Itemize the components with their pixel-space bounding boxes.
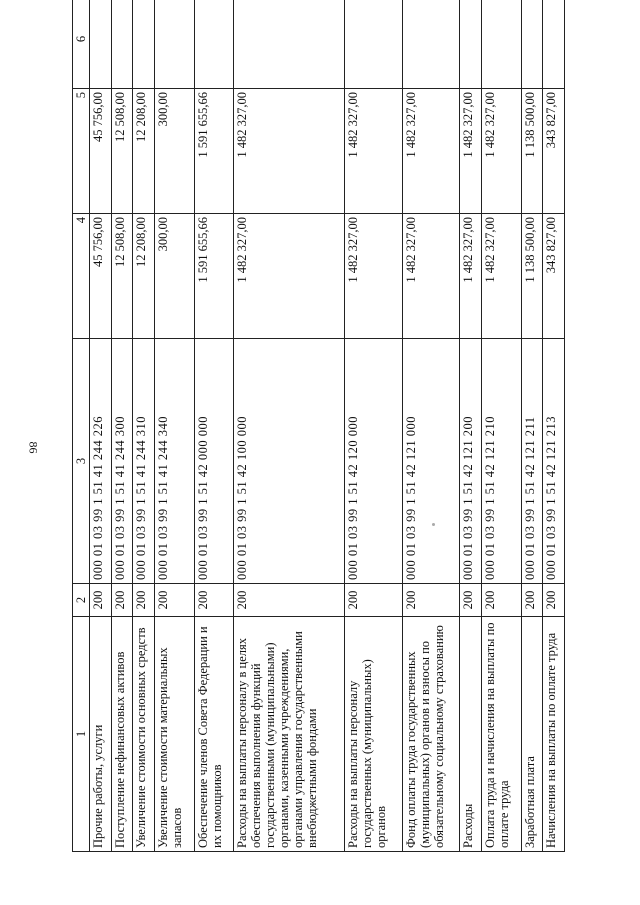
row-kbk: 000 01 03 99 1 51 41 244 340 <box>155 339 195 584</box>
row-kbk: 000 01 03 99 1 51 42 121 000 <box>402 339 459 584</box>
row-col4: 1 482 327,00 <box>481 214 521 339</box>
row-col6 <box>345 0 402 89</box>
table-row <box>543 0 565 852</box>
row-code: 200 <box>133 584 155 617</box>
row-col6 <box>90 0 112 89</box>
row-code: 200 <box>111 584 133 617</box>
row-kbk: 000 01 03 99 1 51 42 121 211 <box>521 339 543 584</box>
row-col5: 1 591 655,66 <box>194 89 234 214</box>
row-col4: 1 482 327,00 <box>345 214 402 339</box>
row-col6 <box>402 0 459 89</box>
row-col4: 12 208,00 <box>133 214 155 339</box>
table-row <box>90 0 112 852</box>
row-code: 200 <box>481 584 521 617</box>
header-col-3: 3 <box>73 339 90 584</box>
row-code: 200 <box>402 584 459 617</box>
header-col-6: 6 <box>73 0 90 89</box>
row-name: Заработная плата <box>521 617 543 852</box>
row-kbk: 000 01 03 99 1 51 42 121 210 <box>481 339 521 584</box>
row-name: Начисления на выплаты по оплате труда <box>543 617 565 852</box>
row-code: 200 <box>543 584 565 617</box>
row-code: 200 <box>234 584 345 617</box>
table-row <box>111 0 133 852</box>
row-col5: 12 208,00 <box>133 89 155 214</box>
row-col4: 1 482 327,00 <box>234 214 345 339</box>
row-code: 200 <box>155 584 195 617</box>
row-code: 200 <box>345 584 402 617</box>
row-col4: 1 138 500,00 <box>521 214 543 339</box>
row-col5: 343 827,00 <box>543 89 565 214</box>
row-name: Фонд оплаты труда государственных (муниципальных) органов и взносы по обязательному социальному страхованию <box>402 617 459 852</box>
row-name: Расходы на выплаты персоналу в целях обеспечения выполнения функций государственными (муниципальными) органами, казенными учреждениями, органами управления государственными внебюджетными фондами <box>234 617 345 852</box>
table-row <box>460 0 482 852</box>
row-name: Поступление нефинансовых активов <box>111 617 133 852</box>
row-name: Расходы <box>460 617 482 852</box>
row-col4: 343 827,00 <box>543 214 565 339</box>
row-col6 <box>133 0 155 89</box>
row-col5: 300,00 <box>155 89 195 214</box>
row-col6 <box>460 0 482 89</box>
table-row <box>345 0 402 852</box>
row-col5: 45 756,00 <box>90 89 112 214</box>
row-col6 <box>155 0 195 89</box>
table-row <box>155 0 195 852</box>
row-name: Расходы на выплаты персоналу государственных (муниципальных) органов <box>345 617 402 852</box>
page-number: 86 <box>26 441 41 454</box>
row-col4: 1 482 327,00 <box>402 214 459 339</box>
table-row <box>194 0 234 852</box>
row-col5: 1 482 327,00 <box>345 89 402 214</box>
row-col6 <box>481 0 521 89</box>
row-code: 200 <box>460 584 482 617</box>
row-col4: 12 508,00 <box>111 214 133 339</box>
row-name: Увеличение стоимости материальных запасов <box>155 617 195 852</box>
row-name: Обеспечение членов Совета Федерации и их помощников <box>194 617 234 852</box>
row-name: Прочие работы, услуги <box>90 617 112 852</box>
row-col6 <box>543 0 565 89</box>
row-kbk: 000 01 03 99 1 51 41 244 226 <box>90 339 112 584</box>
row-code: 200 <box>521 584 543 617</box>
row-col6 <box>111 0 133 89</box>
row-col5: 1 138 500,00 <box>521 89 543 214</box>
scan-dot <box>432 523 435 526</box>
header-col-2: 2 <box>73 584 90 617</box>
rotated-table-container <box>72 32 565 852</box>
row-col4: 300,00 <box>155 214 195 339</box>
row-name: Оплата труда и начисления на выплаты по оплате труда <box>481 617 521 852</box>
row-col5: 1 482 327,00 <box>481 89 521 214</box>
row-kbk: 000 01 03 99 1 51 42 000 000 <box>194 339 234 584</box>
table-row <box>234 0 345 852</box>
row-col6 <box>234 0 345 89</box>
table-row <box>402 0 459 852</box>
row-kbk: 000 01 03 99 1 51 41 244 300 <box>111 339 133 584</box>
row-col6 <box>194 0 234 89</box>
table-row <box>481 0 521 852</box>
table-row <box>133 0 155 852</box>
budget-table <box>72 0 565 852</box>
row-col5: 1 482 327,00 <box>460 89 482 214</box>
row-col5: 1 482 327,00 <box>234 89 345 214</box>
row-col6 <box>521 0 543 89</box>
row-col4: 1 482 327,00 <box>460 214 482 339</box>
row-kbk: 000 01 03 99 1 51 42 121 213 <box>543 339 565 584</box>
row-col5: 1 482 327,00 <box>402 89 459 214</box>
row-code: 200 <box>194 584 234 617</box>
row-col4: 1 591 655,66 <box>194 214 234 339</box>
header-col-1: 1 <box>73 617 90 852</box>
table-row <box>521 0 543 852</box>
row-kbk: 000 01 03 99 1 51 41 244 310 <box>133 339 155 584</box>
row-kbk: 000 01 03 99 1 51 42 100 000 <box>234 339 345 584</box>
row-code: 200 <box>90 584 112 617</box>
header-col-5: 5 <box>73 89 90 214</box>
row-col5: 12 508,00 <box>111 89 133 214</box>
row-name: Увеличение стоимости основных средств <box>133 617 155 852</box>
table-header-row <box>73 0 90 852</box>
header-col-4: 4 <box>73 214 90 339</box>
row-kbk: 000 01 03 99 1 51 42 121 200 <box>460 339 482 584</box>
row-kbk: 000 01 03 99 1 51 42 120 000 <box>345 339 402 584</box>
row-col4: 45 756,00 <box>90 214 112 339</box>
